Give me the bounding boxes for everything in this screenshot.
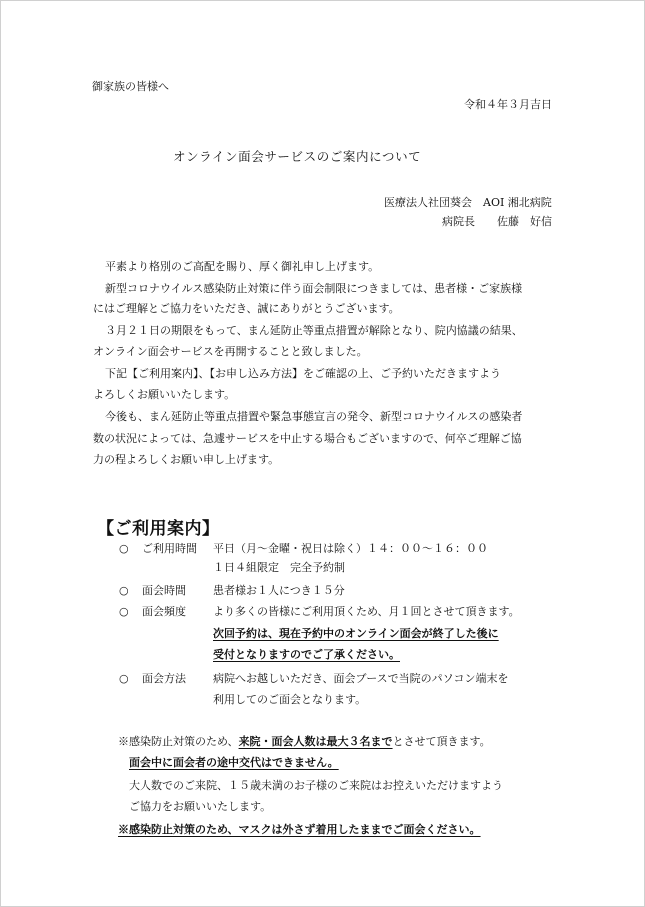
note-emphasis: 来院・面会人数は最大３名まで	[238, 735, 393, 748]
item-label: ご利用時間	[142, 542, 197, 555]
note-visitor-limit	[118, 735, 491, 749]
body-line: 今後も、まん延防止等重点措置や緊急事態宣言の発令、新型コロナウイルスの感染者	[105, 410, 523, 423]
note-cooperation: ご協力をお願いいたします。	[129, 800, 272, 813]
body-line: にはご理解とご協力をいただき、誠にありがとうございます。	[93, 302, 400, 315]
item-value: 利用してのご面会となります。	[213, 693, 367, 706]
bullet-icon: ○	[119, 584, 129, 597]
item-label: 面会頻度	[142, 605, 186, 618]
bullet-icon: ○	[119, 605, 129, 618]
item-label: 面会時間	[142, 584, 186, 597]
issue-date: 令和４年３月吉日	[464, 98, 552, 111]
section-title: 【ご利用案内】	[97, 519, 220, 539]
body-line: 力の程よろしくお願い申し上げます。	[93, 453, 280, 466]
note-mask: ※感染防止対策のため、マスクは外さず着用したままでご面会ください。	[118, 823, 481, 836]
note-suffix: とさせて頂きます。	[392, 735, 491, 748]
body-line: 数の状況によっては、急遽サービスを中止する場合もございますので、何卒ご理解ご協	[93, 432, 522, 445]
document-title: オンライン面会サービスのご案内について	[173, 149, 422, 164]
body-line: ３月２１日の期限をもって、まん延防止等重点措置が解除となり、院内協議の結果、	[105, 324, 523, 337]
item-emphasis: 次回予約は、現在予約中のオンライン面会が終了した後に	[213, 627, 499, 640]
item-value: 平日（月～金曜・祝日は除く）１４：００～１６：００	[213, 542, 488, 555]
body-line: よろしくお願いいたします。	[93, 388, 236, 401]
hospital-director: 病院長 佐藤 好信	[442, 215, 552, 228]
item-value: より多くの皆様にご利用頂くため、月１回とさせて頂きます。	[213, 605, 520, 618]
body-line: 平素より格別のご高配を賜り、厚く御礼申し上げます。	[105, 260, 380, 273]
item-label: 面会方法	[142, 672, 186, 685]
body-line: 下記【ご利用案内】、【お申し込み方法】をご確認の上、ご予約いただきますよう	[105, 367, 501, 380]
organization-name: 医療法人社団葵会 AOI 湘北病院	[384, 196, 552, 209]
body-line: 新型コロナウイルス感染防止対策に伴う面会制限につきましては、患者様・ご家族様	[105, 282, 523, 295]
note-no-swap: 面会中に面会者の途中交代はできません。	[129, 756, 339, 769]
item-value: 病院へお越しいただき、面会ブースで当院のパソコン端末を	[213, 672, 509, 685]
body-line: オンライン面会サービスを再開することと致しました。	[93, 345, 368, 358]
item-value: １日４組限定 完全予約制	[213, 561, 345, 574]
note-prefix: ※感染防止対策のため、	[118, 735, 239, 748]
bullet-icon: ○	[119, 542, 129, 555]
note-children: 大人数でのご来院、１５歳未満のお子様のご来院はお控えいただけますよう	[129, 779, 503, 792]
item-value: 患者様お１人につき１５分	[213, 584, 345, 597]
addressee: 御家族の皆様へ	[92, 80, 169, 93]
item-emphasis: 受付となりますのでご了承ください。	[213, 648, 400, 661]
bullet-icon: ○	[119, 672, 129, 685]
